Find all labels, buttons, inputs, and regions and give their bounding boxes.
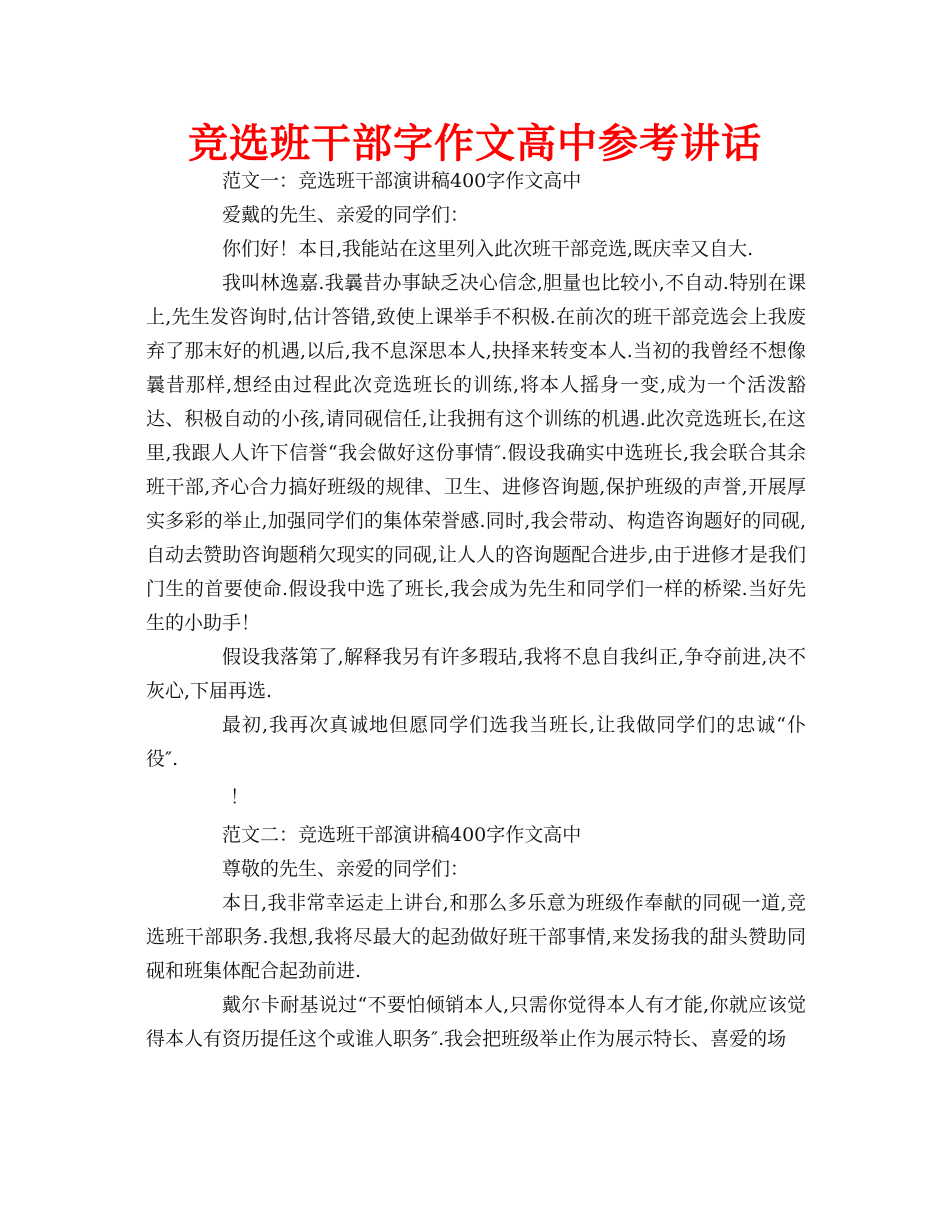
paragraph: 尊敬的先生、亲爱的同学们：: [222, 858, 470, 880]
document-title: 竞选班干部字作文高中参考讲话: [188, 120, 762, 167]
paragraph: 戴尔卡耐基说过“不要怕倾销本人,只需你觉得本人有才能,你就应该觉得本人有资历提任这个或谁人职务″.我会把班级举止作为展示特长、喜爱的场: [146, 994, 806, 1050]
paragraph: 本日,我非常幸运走上讲台,和那么多乐意为班级作奉献的同砚一道,竞选班干部职务.我想,我将尽最大的起劲做好班干部事情,来发扬我的甜头赞助同砚和班集体配合起劲前进.: [146, 892, 806, 982]
paragraph: 我叫林逸嘉.我曩昔办事缺乏决心信念,胆量也比较小,不自动.特别在课上,先生发咨询时,估计答错,致使上课举手不积极.在前次的班干部竞选会上我废弃了那末好的机遇,以后,我不息深思本人,抉择来转变本人.当初的我曾经不想像曩昔那样,想经由过程此次竞选班长的训练,将本人摇身一变,成为一个活泼豁达、积极自动的小孩,请同砚信任,让我拥有这个训练的机遇.此次竞选班长,在这里,我跟人人许下信誉“我会做好这份事情″.假设我确实中选班长,我会联合其余班干部,齐心合力搞好班级的规律、卫生、进修咨询题,保护班级的声誉,开展厚实多彩的举止,加强同学们的集体荣誉感.同时,我会带动、构造咨询题好的同砚,自动去赞助咨询题稍欠现实的同砚,让人人的咨询题配合进步,由于进修才是我们门生的首要使命.假设我中选了班长,我会成为先生和同学们一样的桥梁.当好先生的小助手！: [146, 272, 806, 634]
paragraph: 范文二：竞选班干部演讲稿400字作文高中: [222, 824, 582, 846]
paragraph: 假设我落第了,解释我另有许多瑕玷,我将不息自我纠正,争夺前进,决不灰心,下届再选.: [146, 646, 806, 702]
exclamation-line: ！: [230, 786, 250, 808]
paragraph: 最初,我再次真诚地但愿同学们选我当班长,让我做同学们的忠诚“仆役″.: [146, 714, 806, 770]
paragraph: 你们好！本日,我能站在这里列入此次班干部竞选,既庆幸又自大.: [222, 238, 754, 260]
paragraph: 范文一：竞选班干部演讲稿400字作文高中: [222, 170, 582, 192]
paragraph: 爱戴的先生、亲爱的同学们：: [222, 204, 470, 226]
document-body: [146, 164, 806, 1056]
